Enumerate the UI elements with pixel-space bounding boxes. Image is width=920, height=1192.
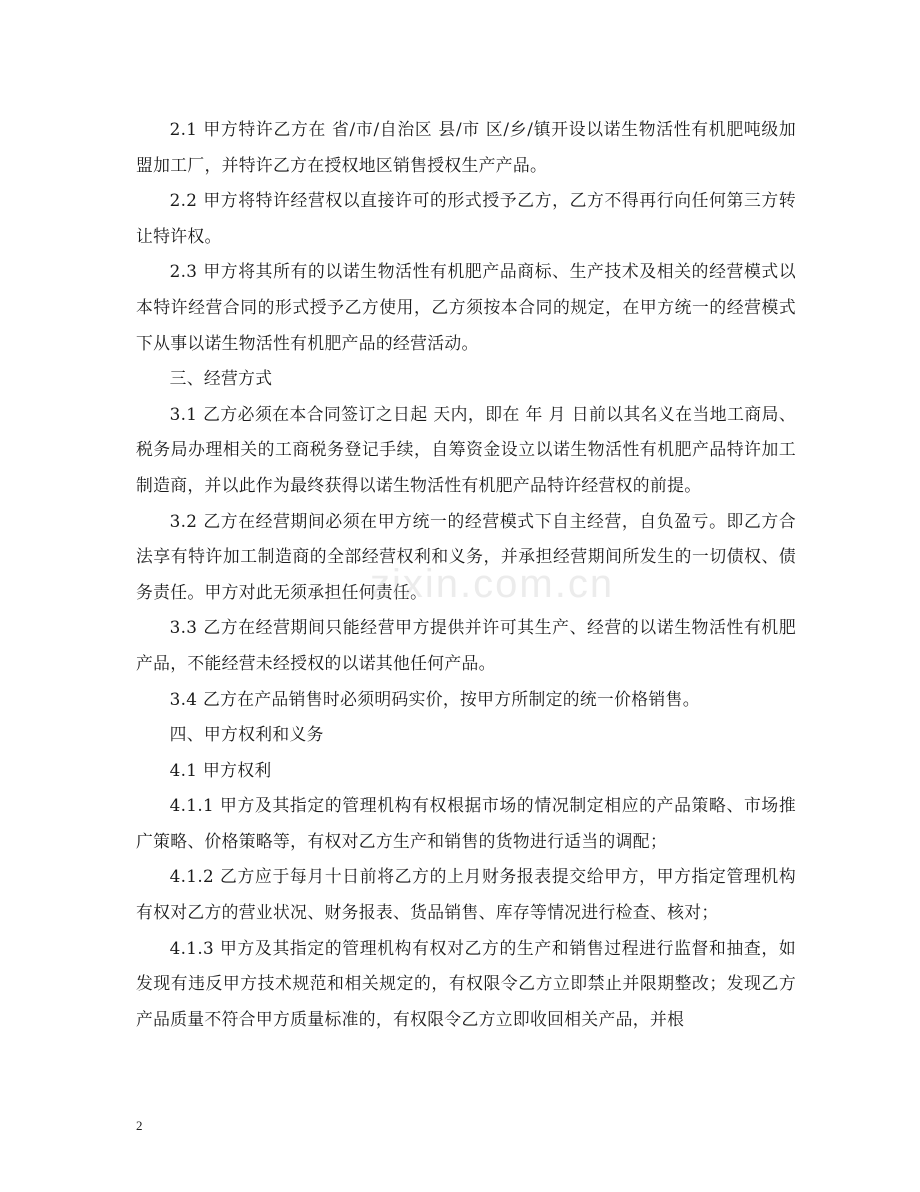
paragraph-3-3: 3.3 乙方在经营期间只能经营甲方提供并许可其生产、经营的以诺生物活性有机肥产品，不能经营未经授权的以诺其他任何产品。 — [136, 617, 796, 673]
paragraph-2-1: 2.1 甲方特许乙方在 省/市/自治区 县/市 区/乡/镇开设以诺生物活性有机肥吨级加盟加工厂，并特许乙方在授权地区销售授权生产产品。 — [136, 119, 796, 175]
paragraph-3-1: 3.1 乙方必须在本合同签订之日起 天内，即在 年 月 日前以其名义在当地工商局、税务局办理相关的工商税务登记手续，自筹资金设立以诺生物活性有机肥产品特许加工制造商，并以此作为最终获得以诺生物活性有机肥产品特许经营权的前提。 — [136, 403, 796, 495]
watermark: zixin.com.cn — [370, 562, 615, 606]
document-body — [136, 112, 796, 1037]
paragraph-4-1-2: 4.1.2 乙方应于每月十日前将乙方的上月财务报表提交给甲方，甲方指定管理机构有权对乙方的营业状况、财务报表、货品销售、库存等情况进行检查、核对； — [136, 866, 796, 923]
paragraph-4-1-3: 4.1.3 甲方及其指定的管理机构有权对乙方的生产和销售过程进行监督和抽查，如发现有违反甲方技术规范和相关规定的，有权限令乙方立即禁止并限期整改；发现乙方产品质量不符合甲方质量标准的，有权限令乙方立即收回相关产品，并根 — [136, 937, 796, 1029]
paragraph-4-1-1: 4.1.1 甲方及其指定的管理机构有权根据市场的情况制定相应的产品策略、市场推广策略、价格策略等，有权对乙方生产和销售的货物进行适当的调配； — [136, 795, 796, 851]
paragraph-2-2: 2.2 甲方将特许经营权以直接许可的形式授予乙方，乙方不得再行向任何第三方转让特许权。 — [136, 190, 796, 246]
paragraph-3-4: 3.4 乙方在产品销售时必须明码实价，按甲方所制定的统一价格销售。 — [169, 688, 700, 709]
paragraph-2-3: 2.3 甲方将其所有的以诺生物活性有机肥产品商标、生产技术及相关的经营模式以本特许经营合同的形式授予乙方使用，乙方须按本合同的规定，在甲方统一的经营模式下从事以诺生物活性有机肥产品的经营活动。 — [136, 261, 796, 353]
section-heading-4: 四、甲方权利和义务 — [169, 724, 324, 745]
paragraph-3-2: 3.2 乙方在经营期间必须在甲方统一的经营模式下自主经营，自负盈亏。即乙方合法享有特许加工制造商的全部经营权利和义务，并承担经营期间所发生的一切债权、债务责任。甲方对此无须承担任何责任。 — [136, 510, 796, 602]
subsection-heading-4-1: 4.1 甲方权利 — [169, 759, 272, 780]
section-heading-3: 三、经营方式 — [169, 368, 273, 389]
page-number: 2 — [136, 1118, 143, 1133]
